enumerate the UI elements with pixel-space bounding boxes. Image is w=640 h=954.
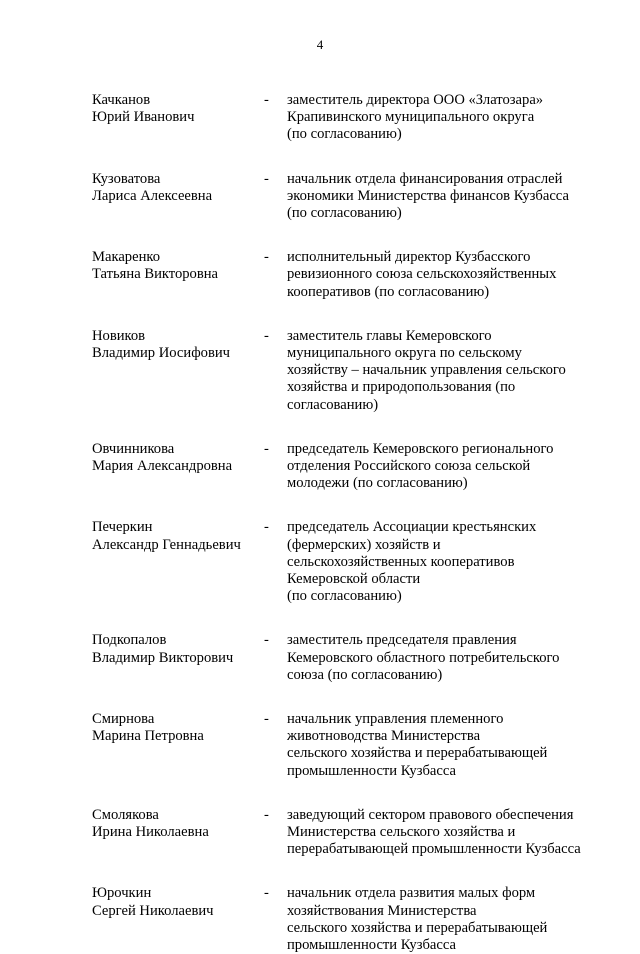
separator-dash: - — [264, 170, 269, 187]
position-line: (фермерских) хозяйств и — [287, 536, 441, 553]
member-position — [287, 519, 607, 605]
member-surname: Качканов — [92, 92, 151, 108]
position-line: заместитель главы Кемеровского — [287, 327, 492, 344]
member-given-names: Ирина Николаевна — [92, 824, 209, 840]
member-name — [92, 171, 267, 205]
position-line: (по согласованию) — [287, 126, 402, 143]
position-line: экономики Министерства финансов Кузбасса — [287, 187, 569, 204]
member-position — [287, 885, 607, 954]
member-surname: Смолякова — [92, 806, 159, 823]
position-line: Кемеровского областного потребительского — [287, 649, 560, 666]
position-line: Министерства сельского хозяйства и — [287, 824, 516, 840]
separator-dash: - — [264, 92, 269, 108]
member-given-names: Владимир Викторович — [92, 649, 234, 666]
member-name — [92, 885, 267, 919]
member-given-names: Сергей Николаевич — [92, 902, 214, 919]
separator-dash: - — [264, 806, 269, 823]
page-number: 4 — [316, 37, 324, 52]
position-line: председатель Кемеровского регионального — [287, 440, 554, 457]
member-given-names: Мария Александровна — [92, 458, 233, 474]
member-position — [287, 441, 607, 493]
member-name — [92, 92, 267, 126]
member-surname: Юрочкин — [92, 885, 152, 902]
member-position — [287, 711, 607, 780]
position-line: заведующий сектором правового обеспечения — [287, 806, 574, 823]
position-line: заместитель директора ООО «Златозара» — [287, 92, 544, 108]
position-line: союза (по согласованию) — [287, 666, 443, 683]
position-line: Крапивинского муниципального округа — [287, 109, 535, 126]
separator-dash: - — [264, 249, 269, 266]
position-line: согласованию) — [287, 396, 379, 413]
position-line: (по согласованию) — [287, 205, 402, 221]
position-line: заместитель председателя правления — [287, 632, 517, 649]
member-name — [92, 632, 267, 666]
position-line: Кемеровской области — [287, 571, 421, 587]
member-given-names: Александр Геннадьевич — [92, 536, 241, 553]
position-line: сельскохозяйственных кооперативов — [287, 553, 515, 570]
member-position — [287, 92, 607, 144]
member-surname: Овчинникова — [92, 440, 175, 457]
position-line: кооперативов (по согласованию) — [287, 283, 490, 300]
member-position — [287, 171, 607, 223]
member-surname: Печеркин — [92, 519, 153, 536]
member-given-names: Лариса Алексеевна — [92, 187, 213, 204]
position-line: (по согласованию) — [287, 588, 402, 605]
member-name — [92, 441, 267, 475]
position-line: начальник отдела развития малых форм — [287, 885, 536, 902]
member-given-names: Татьяна Викторовна — [92, 266, 219, 283]
position-line: перерабатывающей промышленности Кузбасса — [287, 841, 581, 858]
member-name — [92, 249, 267, 283]
member-surname: Макаренко — [92, 249, 161, 266]
member-position — [287, 249, 607, 301]
member-name — [92, 711, 267, 745]
member-given-names: Юрий Иванович — [92, 109, 195, 126]
separator-dash: - — [264, 327, 269, 344]
position-line: промышленности Кузбасса — [287, 937, 456, 953]
position-line: начальник управления племенного — [287, 711, 504, 727]
separator-dash: - — [264, 711, 269, 727]
member-given-names: Владимир Иосифович — [92, 345, 230, 361]
member-position — [287, 807, 607, 859]
separator-dash: - — [264, 519, 269, 536]
separator-dash: - — [264, 885, 269, 902]
separator-dash: - — [264, 440, 269, 457]
member-given-names: Марина Петровна — [92, 728, 204, 745]
member-surname: Новиков — [92, 327, 146, 344]
position-line: хозяйствования Министерства — [287, 902, 477, 919]
member-position — [287, 632, 607, 684]
position-line: хозяйству – начальник управления сельского — [287, 362, 566, 379]
member-name — [92, 807, 267, 841]
position-line: исполнительный директор Кузбасского — [287, 249, 531, 266]
position-line: ревизионного союза сельскохозяйственных — [287, 266, 557, 283]
member-name — [92, 328, 267, 362]
position-line: сельского хозяйства и перерабатывающей — [287, 919, 548, 936]
member-surname: Подкопалов — [92, 632, 167, 649]
position-line: промышленности Кузбасса — [287, 762, 456, 779]
position-line: отделения Российского союза сельской — [287, 458, 531, 474]
position-line: животноводства Министерства — [287, 728, 481, 745]
position-line: хозяйства и природопользования (по — [287, 379, 516, 396]
member-surname: Смирнова — [92, 711, 155, 727]
member-position — [287, 328, 607, 414]
position-line: муниципального округа по сельскому — [287, 345, 522, 361]
position-line: молодежи (по согласованию) — [287, 475, 468, 492]
member-surname: Кузоватова — [92, 170, 161, 187]
member-name — [92, 519, 267, 553]
separator-dash: - — [264, 632, 269, 649]
position-line: сельского хозяйства и перерабатывающей — [287, 745, 548, 762]
position-line: начальник отдела финансирования отраслей — [287, 170, 563, 187]
position-line: председатель Ассоциации крестьянских — [287, 519, 537, 536]
